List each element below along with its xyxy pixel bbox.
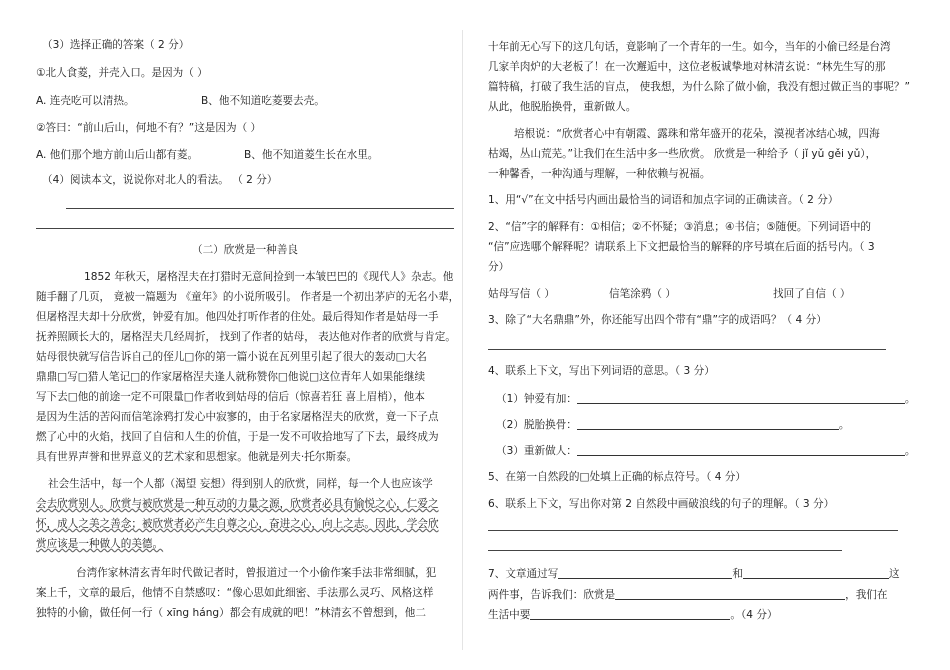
text-line: 赏应该是一种做人的美德。 [36,538,164,550]
q6-answer-line[interactable] [488,530,898,531]
question-1: 1、用“√”在文中括号内画出最恰当的词语和加点字词的正确读音。（ 2 分） [488,194,839,206]
q7-text: 生活中要 [488,609,531,621]
q4-question: （4）阅读本文，说说你对北人的看法。 （ 2 分） [42,174,278,186]
text-line: 社会生活中，每一个人都（渴望 妄想）得到别人的欣赏，同样，每一个人也应该学 [48,478,433,490]
q7-blank-3[interactable] [615,588,845,600]
q3-answer-line[interactable] [488,349,886,350]
text-line: 1852 年秋天，屠格涅夫在打猎时无意间捡到一本皱巴巴的《现代人》杂志。他 [84,271,454,283]
q3-2-option-b: B、他不知道菱生长在水里。 [244,149,379,161]
q4-item-3: （3）重新做人： 。 [496,445,916,457]
question-7-line-2 [488,588,888,602]
q4-item-label: （2）脱胎换骨： [496,419,577,431]
question-7-line-1 [488,567,900,581]
q3-2-option-a: A. 他们那个地方前山后山都有菱。 [36,149,199,161]
question-2: 分） [488,261,510,273]
left-column [36,0,460,670]
q7-blank-4[interactable] [530,608,730,620]
text-line: 从此，他脱胎换骨，重新做人。 [488,101,637,113]
q4-blank-2[interactable] [577,418,839,430]
question-2: “信”应选哪个解释呢？请联系上下文把最恰当的解释的序号填在后面的括号内。（ 3 [488,241,875,253]
text-line: 培根说：“欣赏者心中有朝霞、露珠和常年盛开的花朵，漠视者冰结心城，四海 [514,128,880,140]
q2-blank-3[interactable]: 找回了自信（ ） [773,288,851,300]
q4-item-label: （1）钟爱有加： [496,393,577,405]
q7-text: 这 [888,568,900,580]
q4-blank-1[interactable] [577,392,905,404]
question-4: 4、联系上下文，写出下列词语的意思。（ 3 分） [488,365,715,377]
question-5: 5、在第一自然段的□处填上正确的标点符号。（ 4 分） [488,471,746,483]
text-line: 几家羊肉炉的大老板了！在一次邂逅中，这位老板诚挚地对林清玄说：“林先生写的那 [488,61,886,73]
right-column [488,0,918,670]
text-line: 案上千，文章的最后，他情不自禁感叹：“像心思如此细密、手法那么灵巧、风格这样 [36,587,434,599]
text-line: 具有世界声誉和世界意义的艺术家和思想家。他就是列夫·托尔斯泰。 [36,451,358,463]
text-line: 写下去□他的前途一定不可限量□作者收到姑母的信后（惊喜若狂 喜上眉梢），他本 [36,391,425,403]
q7-text: 7、文章通过写 [488,568,559,580]
text-line: 抚养照顾长大的，屠格涅夫几经周折， 找到了作者的姑母， 表达他对作者的欣赏与肯定。 [36,331,456,343]
q4-item-label: （3）重新做人： [496,445,577,457]
q3-1-option-b: B、他不知道吃菱要去壳。 [201,95,325,107]
text-line: 但屠格涅夫却十分欣赏，钟爱有加。他四处打听作者的住处。最后得知作者是姑母一手 [36,311,439,323]
q4-item-2: （2）脱胎换骨： 。 [496,419,850,431]
text-line: 篇特稿，打破了我生活的盲点， 使我想，为什么除了做小偷，我没有想过做正当的事呢？” [488,81,911,93]
q2-blank-1[interactable]: 姑母写信（ ） [488,288,555,300]
column-divider [462,30,463,650]
text-line: 是因为生活的苦闷而信笔涂鸦打发心中寂寥的，由于名家屠格涅夫的欣赏，竟一下子点 [36,411,439,423]
q7-text: ，我们在 [845,589,888,601]
text-line: 燃了心中的火焰，找回了自信和人生的价值，于是一发不可收拾地写了下去，最终成为 [36,431,439,443]
text-line: 随手翻了几页， 竟被一篇题为 《童年》的小说所吸引。 作者是一个初出茅庐的无名小辈， [36,291,460,303]
q2-blank-2[interactable]: 信笔涂鸦（ ） [609,288,676,300]
q6-answer-line[interactable] [488,550,842,551]
q3-2-question: ②答曰：“前山后山，何地不有？”这是因为（ ） [36,122,262,134]
q4-blank-3[interactable] [577,444,905,456]
text-line: 会去欣赏别人。欣赏与被欣赏是一种互动的力量之源，欣赏者必具有愉悦之心，仁爱之 [36,498,439,510]
answer-line [36,228,454,229]
text-line: 独特的小偷，做任何一行（ xīng háng）都会有成就的吧！”林清玄不曾想到，他二 [36,607,426,619]
text-line: 鼎鼎□写□猎人笔记□的作家屠格涅夫逢人就称赞你□他说□这位青年人如果能继续 [36,371,426,383]
q7-text: 和 [732,568,743,580]
q7-blank-1[interactable] [558,567,732,579]
q7-text: 两件事，告诉我们：欣赏是 [488,589,616,601]
answer-line [66,208,454,209]
q4-item-1: （1）钟爱有加： 。 [496,393,916,405]
text-line: 枯竭，丛山荒芜。”让我们在生活中多一些欣赏。 欣赏是一种给予（ jǐ yǔ gěi yǔ）， [488,148,877,160]
question-3: 3、除了“大名鼎鼎”外，你还能写出四个带有“鼎”字的成语吗？（ 4 分） [488,314,827,326]
text-line: 姑母很快就写信告诉自己的侄儿□你的第一篇小说在瓦列里引起了很大的轰动□大名 [36,351,427,363]
question-6: 6、联系上下文，写出你对第 2 自然段中画破浪线的句子的理解。（ 3 分） [488,498,835,510]
question-7-line-3 [488,608,778,622]
section-title: （二）欣赏是一种善良 [192,244,298,256]
q7-blank-2[interactable] [743,567,889,579]
text-line: 十年前无心写下的这几句话，竟影响了一个青年的一生。如今，当年的小偷已经是台湾 [488,41,891,53]
text-line: 台湾作家林清玄青年时代做记者时，曾报道过一个小偷作案手法非常细腻，犯 [76,567,437,579]
text-line: 一种馨香，一种沟通与理解，一种依赖与祝福。 [488,168,711,180]
text-line: 怀，成人之美之善念；被欣赏者必产生自尊之心，奋进之心，向上之志。因此，学会欣 [36,518,439,530]
q3-1-option-a: A. 连壳吃可以清热。 [36,95,135,107]
q3-1-question: ①北人食菱，并壳入口。是因为（ ） [36,67,208,79]
q3-header: （3）选择正确的答案（ 2 分） [42,39,190,51]
question-2: 2、“信”字的解释有：①相信；②不怀疑；③消息；④书信；⑤随便。下列词语中的 [488,221,872,233]
q7-text: 。（4 分） [730,609,778,621]
